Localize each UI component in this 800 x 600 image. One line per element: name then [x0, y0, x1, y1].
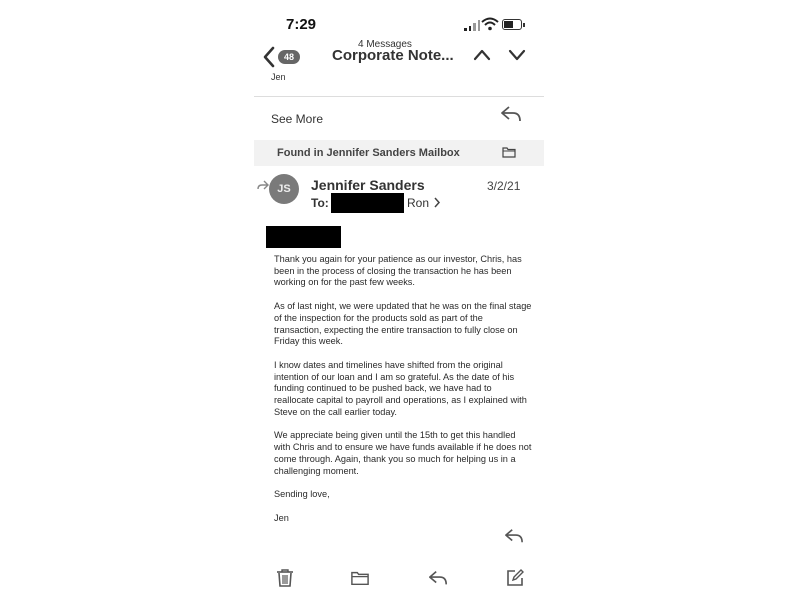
wifi-icon: [481, 17, 499, 31]
message-count: 4 Messages: [358, 39, 412, 50]
found-in-mailbox-label: Found in Jennifer Sanders Mailbox: [277, 147, 460, 159]
folder-icon[interactable]: [502, 146, 516, 158]
recipient-name[interactable]: Ron: [407, 196, 430, 210]
thread-title: Corporate Note...: [332, 47, 454, 64]
mail-app-screen: [254, 0, 544, 600]
message-body: [274, 254, 532, 537]
previous-message-snippet: Jen: [271, 72, 286, 82]
to-label: To:: [311, 196, 329, 210]
body-paragraph: We appreciate being given until the 15th to get this handled with Chris and to ensure we have funds available if he does not come through. Again, thank you so much for helping us in a challenging moment.: [274, 430, 532, 476]
reply-icon[interactable]: [428, 569, 448, 587]
chevron-down-icon[interactable]: [507, 47, 527, 63]
chevron-right-icon[interactable]: [433, 197, 441, 208]
back-count-badge[interactable]: 48: [278, 50, 300, 64]
reply-icon[interactable]: [500, 104, 522, 124]
reply-icon[interactable]: [504, 527, 524, 545]
divider: [254, 96, 544, 97]
message-date: 3/2/21: [487, 179, 521, 193]
sign-off: Sending love,: [274, 489, 330, 500]
body-paragraph: As of last night, we were updated that he was on the final stage of the inspection for the products sold as part of the transaction, expecting the entire transaction to fully close on Friday this week.: [274, 301, 532, 347]
chevron-up-icon[interactable]: [472, 47, 492, 63]
avatar: JS: [269, 174, 299, 204]
sender-name[interactable]: Jennifer Sanders: [311, 177, 425, 193]
cellular-signal-icon: [464, 20, 480, 31]
back-chevron-icon[interactable]: [260, 45, 278, 69]
body-paragraph: Thank you again for your patience as our investor, Chris, has been in the process of closing the transaction he has been working on for the past few weeks.: [274, 254, 522, 288]
redaction-bar: [331, 193, 404, 213]
trash-icon[interactable]: [276, 569, 294, 587]
see-more-link[interactable]: See More: [271, 112, 324, 126]
battery-icon: [502, 19, 522, 30]
forwarded-icon: [257, 180, 269, 190]
compose-icon[interactable]: [506, 569, 524, 587]
redaction-bar: [266, 226, 341, 248]
body-paragraph: I know dates and timelines have shifted from the original intention of our loan and I am so grateful. As the date of his funding continued to be pushed back, we have had to reallocate capital to payroll and operations, as I explained with Steve on the call earlier today.: [274, 359, 527, 417]
move-folder-icon[interactable]: [351, 569, 369, 587]
status-time: 7:29: [286, 16, 317, 33]
signature: Jen: [274, 512, 289, 523]
